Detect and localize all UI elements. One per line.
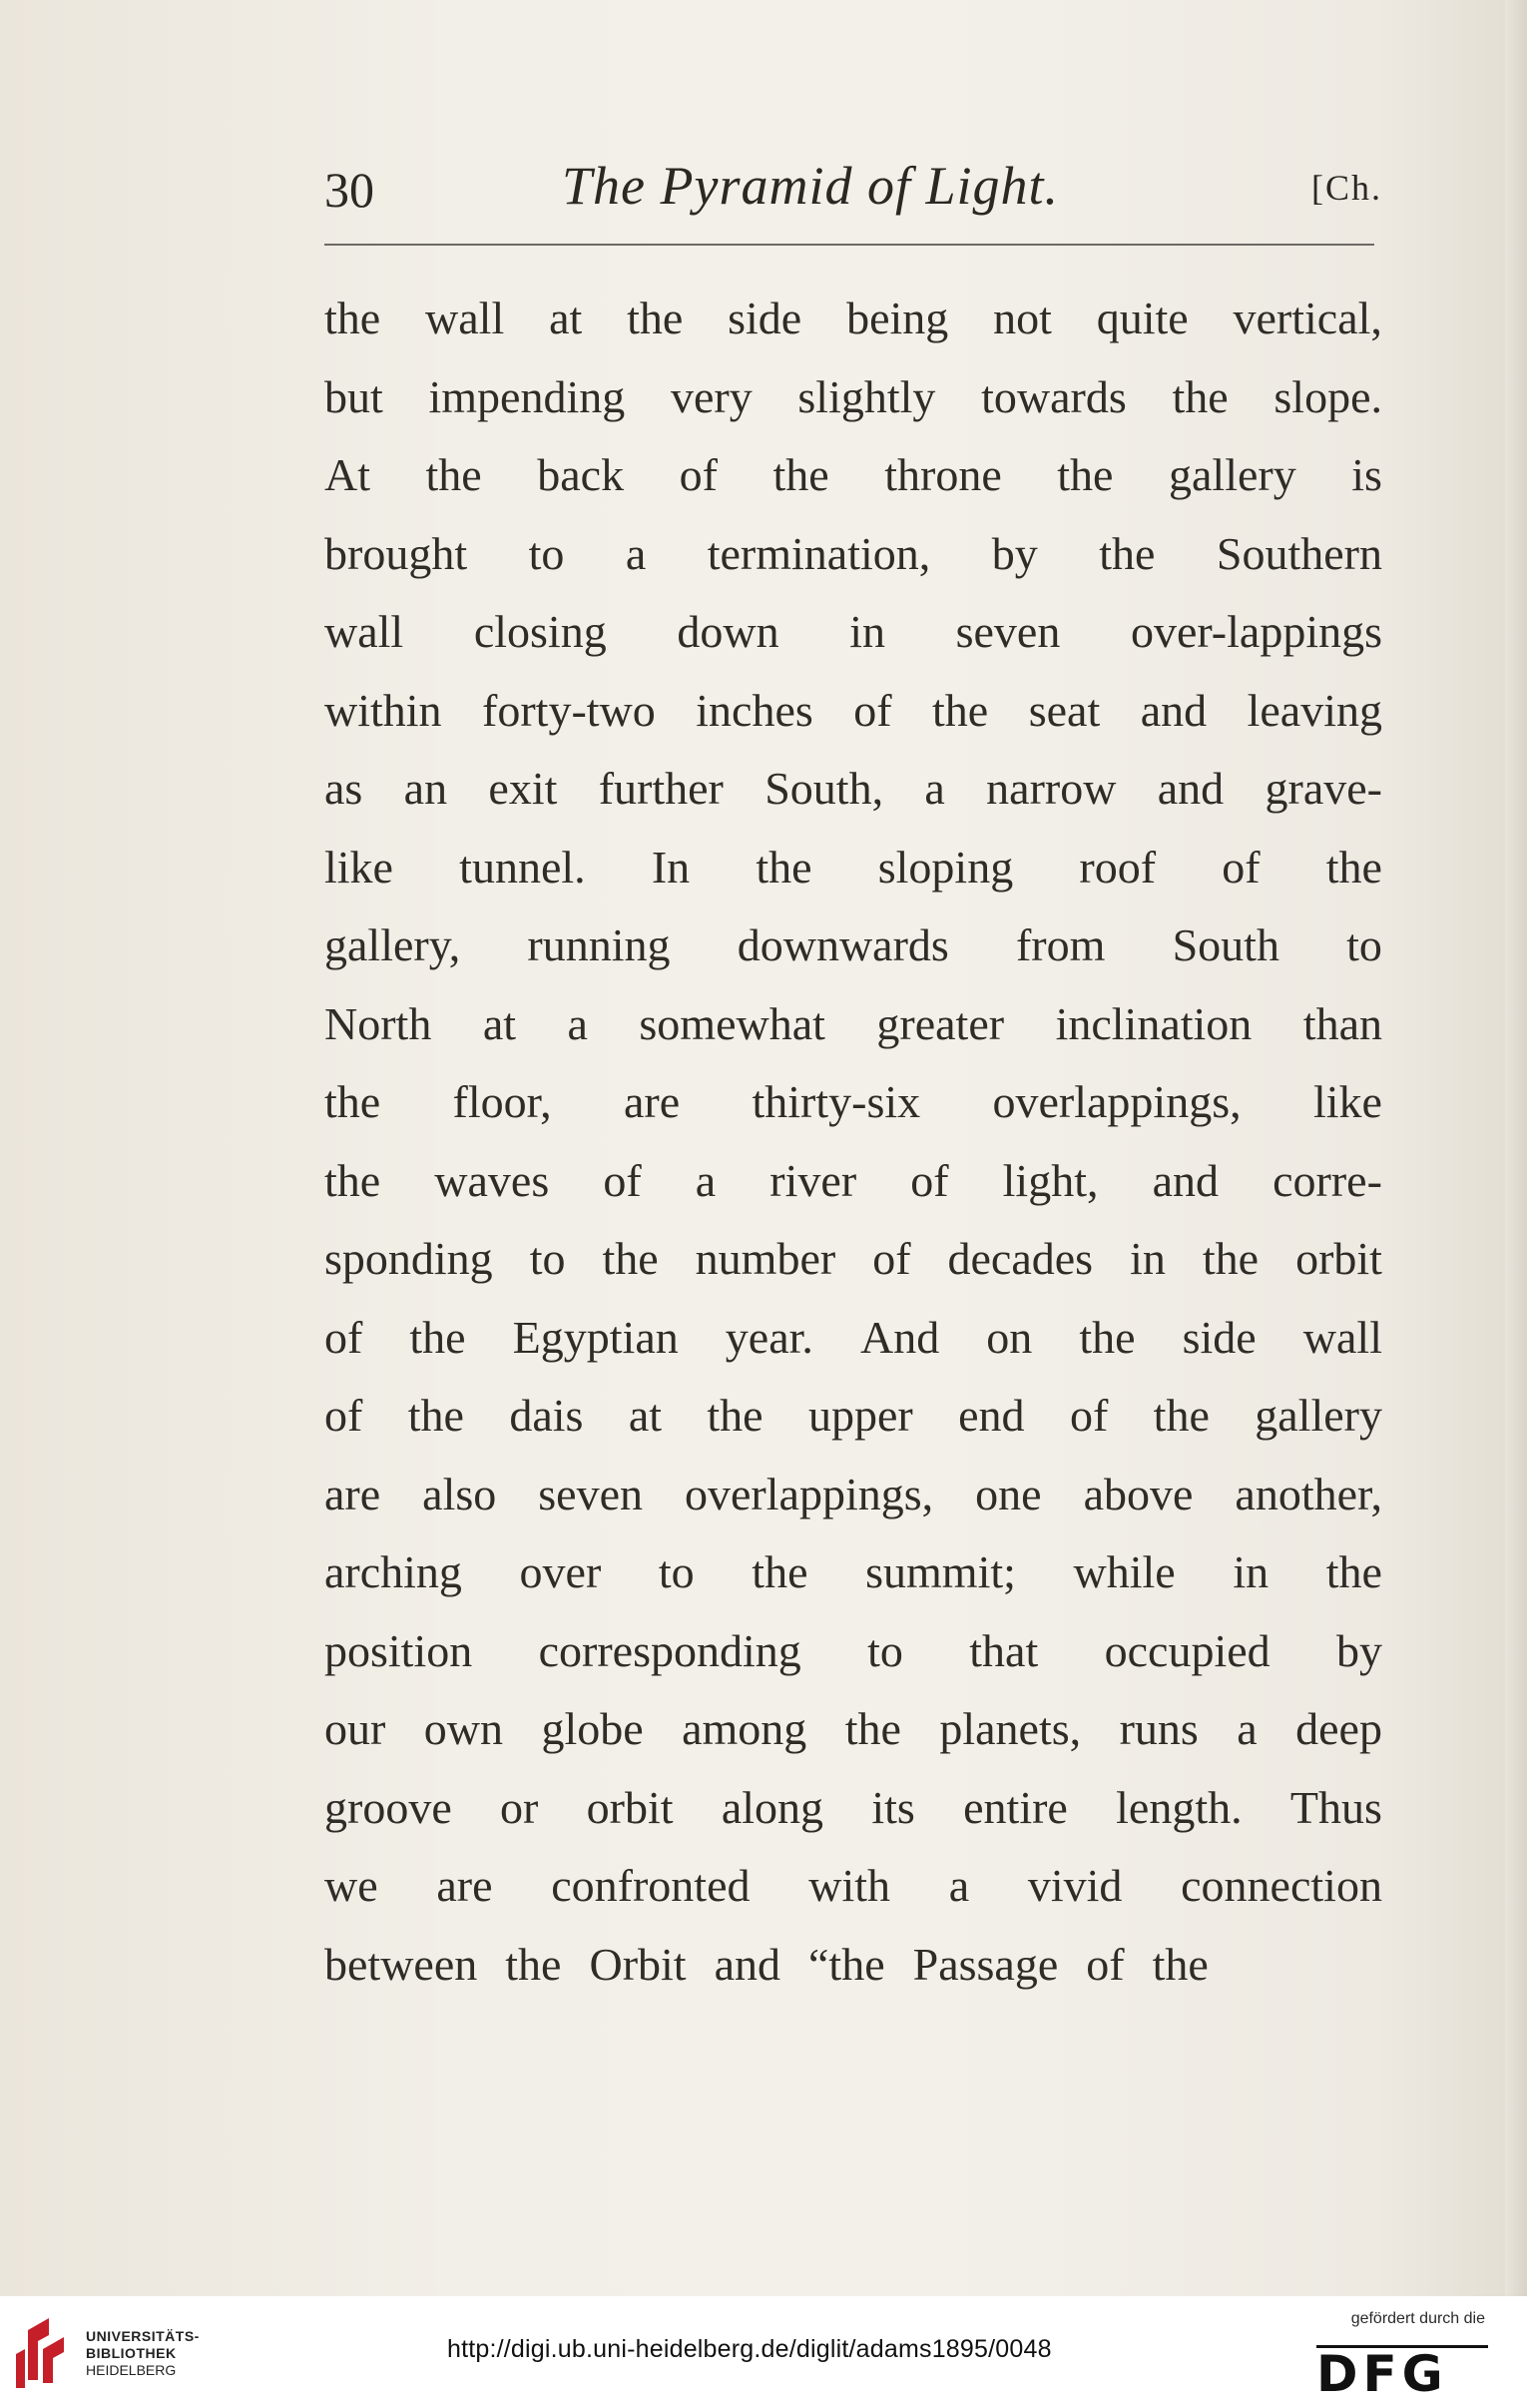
text-word: deep [1295,1703,1382,1754]
text-word: but [324,370,383,422]
text-line [324,1690,1382,1769]
text-word: number [695,1233,836,1284]
text-line [324,750,1382,829]
text-word: the [1152,1938,1209,1990]
text-line [324,358,1382,437]
text-word: side [728,293,802,343]
text-word: leaving [1247,684,1382,736]
text-word: to [867,1624,903,1676]
text-word: being [846,293,949,343]
text-word: within [324,684,442,736]
text-word: the [772,449,829,500]
text-word: North [324,997,432,1049]
text-word: runs [1119,1703,1199,1754]
text-word: decades [947,1233,1094,1284]
text-word: globe [541,1703,644,1754]
digitization-footer [0,2296,1527,2408]
text-word: is [1351,449,1382,500]
text-word: a [948,1860,970,1911]
text-line [324,1612,1382,1691]
text-word: forty-two [482,684,656,736]
text-word: light, [1002,1154,1099,1206]
text-line [324,515,1382,594]
text-word: are [324,1468,381,1519]
text-word: also [422,1468,497,1519]
text-word: than [1302,997,1382,1049]
text-word: vertical, [1233,293,1382,343]
text-word: by [991,527,1038,579]
text-word: along [721,1781,824,1833]
text-word: a [695,1154,717,1206]
text-word: at [482,997,517,1049]
text-word: are [436,1860,493,1911]
text-line [324,1063,1382,1142]
text-line [324,1847,1382,1926]
text-word: of [872,1233,911,1284]
text-word: the [1325,841,1382,893]
text-word: exit [488,763,558,814]
running-head-title: The Pyramid of Light. [562,156,1060,216]
text-word: South, [764,763,884,814]
text-word: the [324,293,381,343]
text-word: of [910,1154,949,1206]
text-word: the [627,293,684,343]
text-word: the [505,1938,562,1990]
text-word: year. [725,1311,813,1363]
text-word: greater [876,997,1005,1049]
text-word: of [324,1311,363,1363]
text-line [324,593,1382,672]
text-word: another, [1235,1468,1382,1519]
text-word: somewhat [639,997,825,1049]
text-word: summit; [865,1546,1016,1597]
text-word: slope. [1273,370,1382,422]
text-word: the [932,684,989,736]
text-word: a [924,763,945,814]
text-word: on [986,1311,1033,1363]
text-word: floor, [452,1076,552,1127]
text-line [324,672,1382,751]
text-line [324,1299,1382,1378]
text-word: of [603,1154,642,1206]
text-word: in [1130,1233,1166,1284]
text-word: overlappings, [685,1468,934,1519]
text-word: grave- [1265,763,1382,814]
text-word: a [625,527,647,579]
text-word: above [1083,1468,1194,1519]
text-line [324,1926,1382,2005]
text-line [324,280,1382,358]
text-word: sloping [877,841,1014,893]
text-word: of [1222,841,1261,893]
text-word: closing [473,606,607,657]
text-word: the [707,1390,764,1441]
text-word: tunnel. [459,841,586,893]
permanent-url-link[interactable]: http://digi.ub.uni-heidelberg.de/diglit/adams1895/0048 [447,2335,1052,2363]
text-word: not [993,293,1052,343]
text-word: narrow [986,763,1117,814]
text-word: sponding [324,1233,493,1284]
text-word: the [752,1546,808,1597]
text-word: our [324,1703,386,1754]
text-word: dais [509,1390,584,1441]
text-word: the [1079,1311,1136,1363]
library-name-line-3: HEIDELBERG [86,2362,177,2378]
text-word: inclination [1055,997,1253,1049]
text-word: Passage [912,1938,1059,1990]
dfg-logo-icon [1316,2342,1488,2394]
text-word: the [1202,1233,1260,1284]
text-word: occupied [1104,1624,1271,1676]
text-line [324,1456,1382,1534]
text-word: slightly [797,370,936,422]
text-word: as [324,763,363,814]
text-word: the [324,1076,381,1127]
text-word: of [853,684,892,736]
text-word: and [1140,684,1208,736]
text-word: towards [981,370,1127,422]
text-word: groove [324,1781,452,1833]
text-word: the [1153,1390,1210,1441]
funder-note: gefördert durch die [1350,2310,1485,2327]
text-word: over [519,1546,602,1597]
text-word: to [528,527,565,579]
text-word: confronted [551,1860,751,1911]
text-word: further [598,763,724,814]
page-number: 30 [324,162,374,218]
page-edge-shadow [1505,0,1527,2296]
text-word: in [1233,1546,1270,1597]
text-word: are [623,1076,681,1127]
text-word: gallery [1255,1390,1382,1441]
text-word: vivid [1027,1860,1123,1911]
text-line [324,906,1382,985]
dfg-logo-text: DFG [1316,2345,1448,2394]
text-word: wall [425,293,505,343]
text-word: wall [324,606,404,657]
text-word: its [871,1781,915,1833]
text-word: orbit [586,1781,674,1833]
text-word: the [324,1154,381,1206]
text-word: a [567,997,588,1049]
text-word: termination, [707,527,931,579]
text-word: “the [808,1938,885,1990]
text-word: connection [1181,1860,1382,1911]
text-word: length. [1116,1781,1243,1833]
text-word: in [849,606,885,657]
text-word: In [651,841,691,893]
text-word: position [324,1624,473,1676]
text-word: the [407,1390,464,1441]
text-word: from [1015,919,1106,970]
text-word: throne [884,449,1002,500]
text-word: down [677,606,779,657]
text-word: the [844,1703,901,1754]
text-word: by [1336,1624,1382,1676]
text-word: quite [1096,293,1189,343]
text-word: like [324,841,393,893]
text-line [324,1377,1382,1456]
library-name [86,2328,200,2379]
text-line [324,436,1382,515]
text-word: seven [538,1468,644,1519]
text-line [324,1220,1382,1299]
text-word: an [403,763,448,814]
text-word: gallery [1169,449,1296,500]
text-word: a [1237,1703,1258,1754]
text-word: river [769,1154,857,1206]
text-word: back [537,449,625,500]
text-word: the [425,449,482,500]
text-word: impending [428,370,626,422]
text-word: orbit [1295,1233,1382,1284]
text-word: upper [808,1390,913,1441]
text-word: of [1086,1938,1125,1990]
text-word: the [1057,449,1114,500]
text-line [324,1142,1382,1221]
text-word: corre- [1272,1154,1382,1206]
text-word: very [670,370,753,422]
text-word: South [1172,919,1279,970]
text-word: to [658,1546,695,1597]
running-head [324,155,1382,225]
text-word: the [756,841,812,893]
text-word: seat [1028,684,1101,736]
text-word: the [602,1233,659,1284]
text-word: of [324,1390,363,1441]
text-word: that [969,1624,1039,1676]
text-word: we [324,1860,378,1911]
text-word: and [1157,763,1225,814]
text-word: at [628,1390,663,1441]
text-line [324,985,1382,1064]
text-word: Thus [1289,1781,1382,1833]
text-word: among [682,1703,807,1754]
text-word: At [324,449,370,500]
text-line [324,1533,1382,1612]
text-word: corresponding [538,1624,801,1676]
text-word: one [975,1468,1042,1519]
text-word: or [500,1781,539,1833]
text-word: the [409,1311,466,1363]
text-word: wall [1302,1311,1382,1363]
text-word: gallery, [324,919,461,970]
text-word: overlappings, [992,1076,1242,1127]
text-word: seven [955,606,1061,657]
text-line [324,829,1382,907]
text-word: between [324,1938,478,1990]
text-line [324,1769,1382,1848]
text-word: to [1346,919,1382,970]
text-word: while [1073,1546,1176,1597]
text-word: like [1312,1076,1382,1127]
text-word: Egyptian [512,1311,679,1363]
text-word: end [958,1390,1025,1441]
text-word: the [1325,1546,1382,1597]
text-word: side [1182,1311,1257,1363]
text-word: waves [434,1154,550,1206]
text-word: own [423,1703,503,1754]
text-word: running [527,919,671,970]
heidelberg-library-logo-icon [16,2310,74,2390]
text-word: inches [696,684,813,736]
text-word: of [1069,1390,1109,1441]
text-word: arching [324,1546,462,1597]
text-word: with [808,1860,890,1911]
text-word: the [1099,527,1156,579]
text-word: Southern [1216,527,1382,579]
text-word: the [1172,370,1229,422]
text-word: at [549,293,583,343]
library-name-line-1: UNIVERSITÄTS- [86,2328,200,2344]
text-word: thirty-six [752,1076,921,1127]
text-word: and [1152,1154,1220,1206]
text-word: planets, [939,1703,1082,1754]
header-rule [324,244,1374,246]
text-word: and [714,1938,780,1990]
text-word: downwards [737,919,949,970]
page-text [324,280,1382,2004]
text-word: Orbit [589,1938,687,1990]
text-word: And [859,1311,940,1363]
text-word: brought [324,527,468,579]
library-name-line-2: BIBLIOTHEK [86,2345,177,2361]
text-word: over-lappings [1130,606,1382,657]
chapter-mark: [Ch. [1311,168,1382,208]
text-word: to [529,1233,566,1284]
text-word: roof [1079,841,1157,893]
text-word: of [679,449,718,500]
text-word: entire [963,1781,1068,1833]
